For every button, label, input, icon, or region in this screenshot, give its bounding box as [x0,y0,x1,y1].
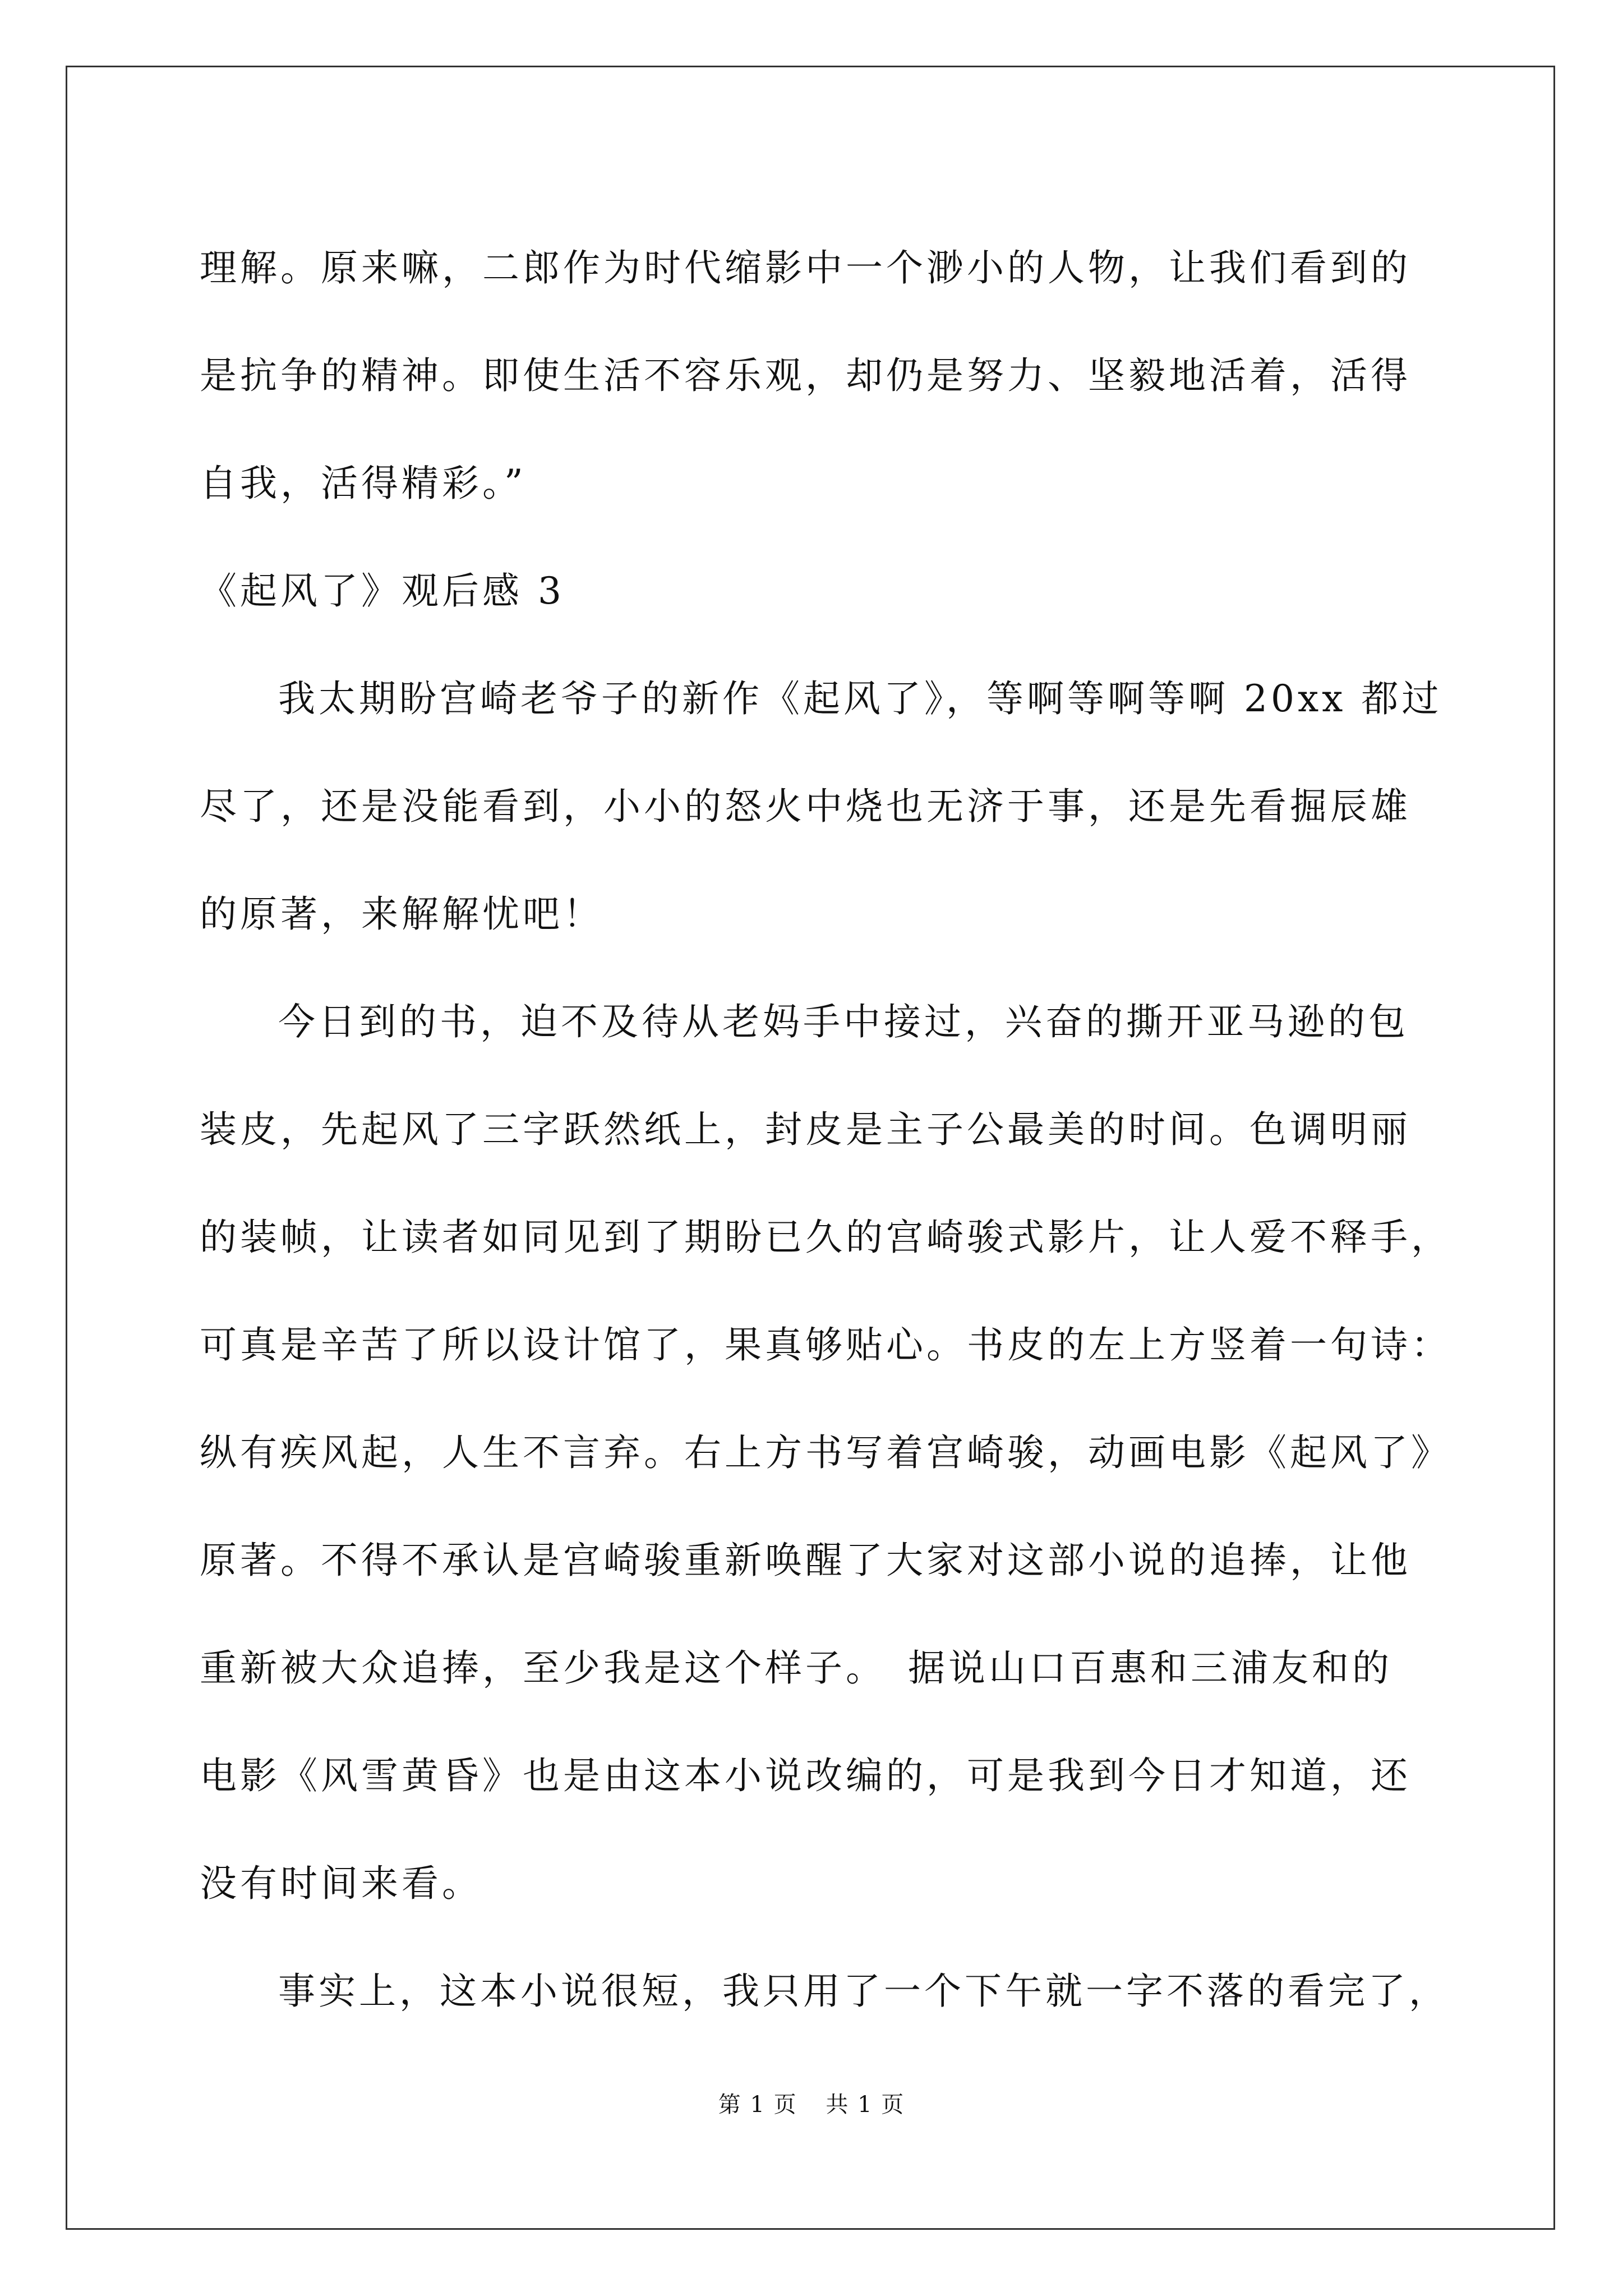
page-number: 第 1 页 [718,2092,797,2118]
document-body [200,214,1456,2045]
text-line: 电影《风雪黄昏》也是由这本小说改编的，可是我到今日才知道，还 [200,1754,1411,1797]
text-line: 的装帧，让读者如同见到了期盼已久的宫崎骏式影片，让人爱不释手， [200,1216,1451,1259]
text-line: 原著。不得不承认是宫崎骏重新唤醒了大家对这部小说的追捧，让他 [200,1539,1411,1582]
text-line: 自我，活得精彩。” [200,462,527,505]
text-line: 事实上，这本小说很短，我只用了一个下午就一字不落的看完了， [278,1970,1449,2013]
text-line: 重新被大众追捧，至少我是这个样子。 据说山口百惠和三浦友和的 [200,1646,1393,1690]
text-line: 的原著，来解解忧吧！ [200,892,603,936]
text-line: 理解。原来嘛，二郎作为时代缩影中一个渺小的人物，让我们看到的 [200,246,1411,289]
page-footer [0,2087,1623,2119]
text-line: 装皮，先起风了三字跃然纸上，封皮是主子公最美的时间。色调明丽 [200,1108,1411,1151]
text-line: 没有时间来看。 [200,1862,482,1905]
text-line: 今日到的书，迫不及待从老妈手中接过，兴奋的撕开亚马逊的包 [278,1000,1409,1043]
page-total: 共 1 页 [826,2092,905,2118]
text-line: 纵有疾风起，人生不言弃。右上方书写着宫崎骏，动画电影《起风了》 [200,1431,1451,1474]
section-heading: 《起风了》观后感 3 [200,569,565,613]
text-line: 尽了，还是没能看到，小小的怒火中烧也无济于事，还是先看掘辰雄 [200,785,1411,828]
text-line: 我太期盼宫崎老爷子的新作《起风了》，等啊等啊等啊 20xx 都过 [278,677,1442,720]
text-line: 可真是辛苦了所以设计馆了，果真够贴心。书皮的左上方竖着一句诗： [200,1323,1451,1366]
text-line: 是抗争的精神。即使生活不容乐观，却仍是努力、坚毅地活着，活得 [200,354,1411,397]
